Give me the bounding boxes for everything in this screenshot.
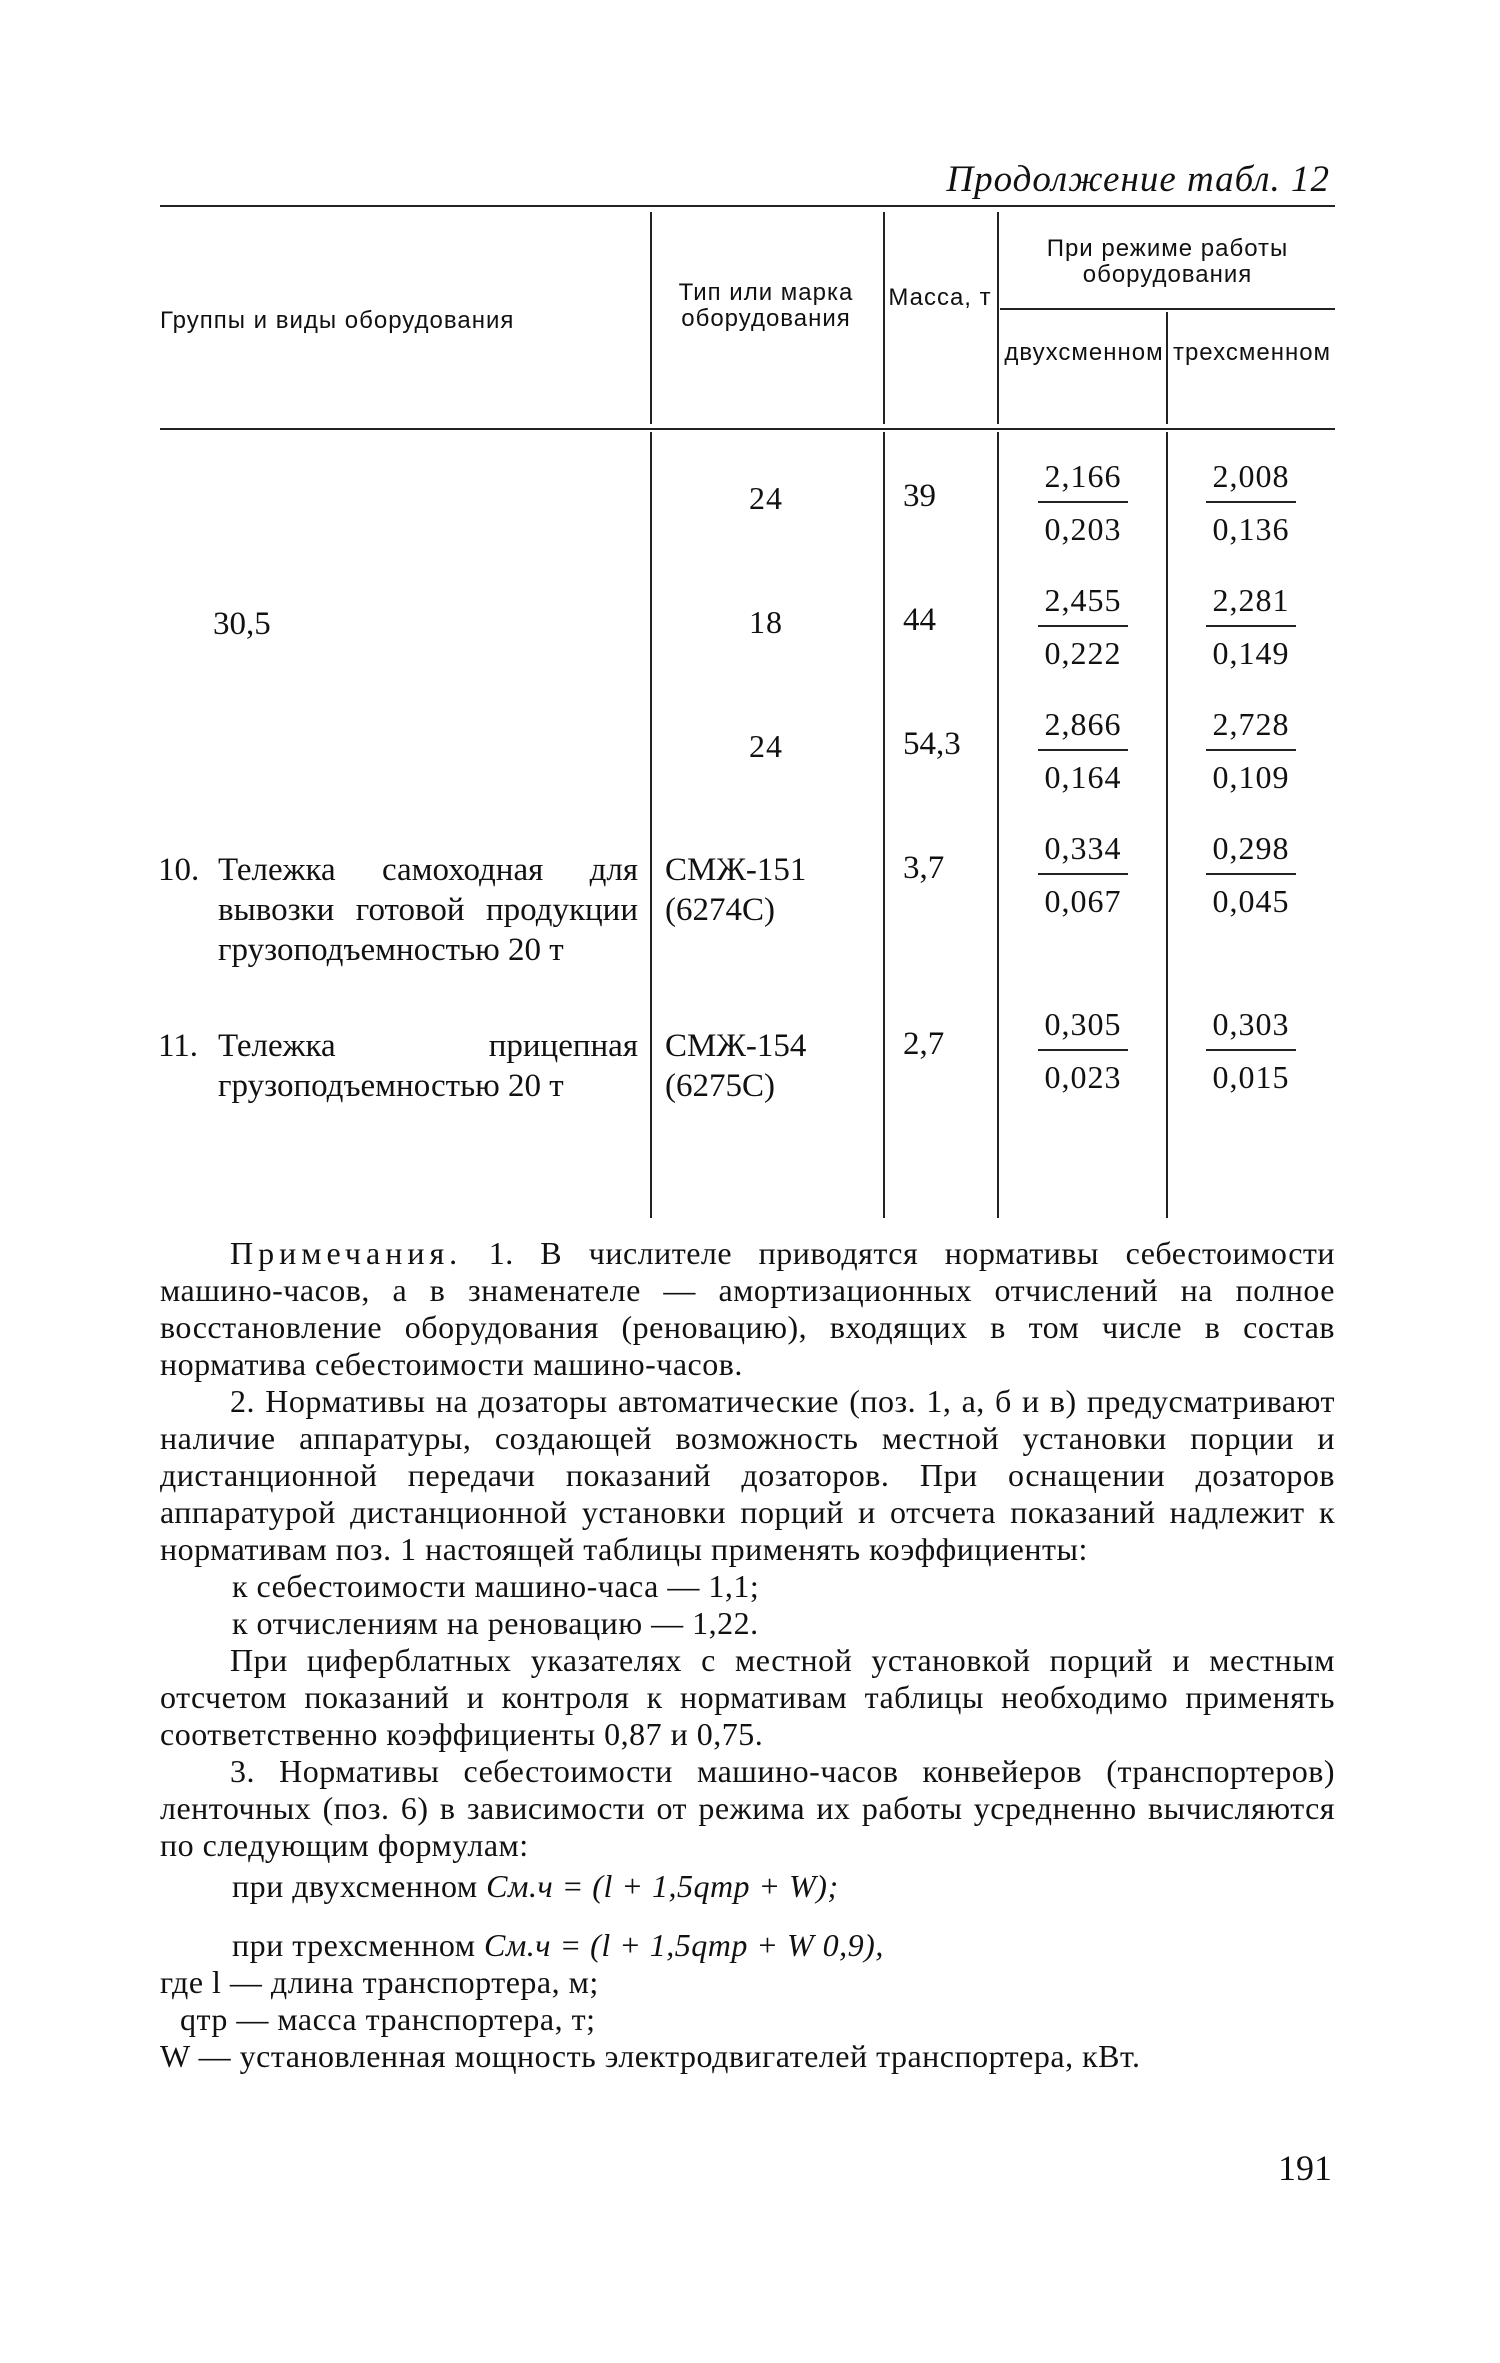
- row3-two-top: 2,866: [1044, 706, 1122, 742]
- row1-two-bot: 0,203: [1044, 511, 1122, 547]
- row5-name: [160, 1026, 638, 1106]
- row4-type-line1: СМЖ-151: [665, 852, 807, 888]
- coef-2: к отчислениям на реновацию — 1,22.: [232, 1605, 759, 1641]
- row2-two-shift: [1002, 582, 1164, 672]
- col-divider-1-body: [650, 432, 652, 1218]
- row1-three-shift: [1170, 458, 1332, 548]
- formula-1-label: при двухсменном: [232, 1868, 478, 1904]
- row1-three-bot: 0,136: [1212, 511, 1290, 547]
- row5-two-top: 0,305: [1044, 1006, 1122, 1042]
- row2-two-top: 2,455: [1044, 582, 1122, 618]
- def-3: W — установленная мощность электродвигателей транспортера, кВт.: [160, 2038, 1141, 2074]
- col-divider-4: [1166, 312, 1168, 424]
- header-regime: При режиме работы оборудования: [1046, 235, 1289, 288]
- row5-three-bot: 0,015: [1212, 1059, 1290, 1095]
- row4-name-text: Тележка самоходная для вывозки готовой продукции грузоподъемностью 20 т: [218, 852, 638, 968]
- row5-two-bot: 0,023: [1044, 1059, 1122, 1095]
- note-1-text: 1. В числителе приводятся нормативы себестоимости машино-часов, а в знаменателе — амортизационных отчислений на полное восстановление оборудования (реновацию), входящих в том числе в состав норматива себестоимости машино-часов.: [160, 1235, 1336, 1382]
- row3-three-top: 2,728: [1212, 706, 1290, 742]
- row4-index: 10.: [158, 852, 200, 888]
- regime-subrule: [1000, 308, 1335, 310]
- formula-1: [160, 1868, 1335, 1905]
- formula-2-expr: Cм.ч = (l + 1,5qтр + W 0,9),: [484, 1927, 884, 1963]
- row3-three-shift: [1170, 706, 1332, 796]
- row2-three-top: 2,281: [1212, 582, 1290, 618]
- row3-two-shift: [1002, 706, 1164, 796]
- col-divider-3: [997, 212, 999, 424]
- row4-type-line2: (6274С): [665, 892, 775, 928]
- row4-three-top: 0,298: [1212, 830, 1290, 866]
- col-divider-3-body: [997, 432, 999, 1218]
- header-mass: Масса, т: [888, 284, 992, 311]
- col-divider-2-body: [883, 432, 885, 1218]
- row2-type: 18: [749, 604, 783, 640]
- row4-two-shift: [1002, 830, 1164, 920]
- def-1: где l — длина транспортера, м;: [160, 1964, 599, 2000]
- row2-mass: 44: [903, 602, 936, 638]
- row2-group: 30,5: [213, 606, 271, 642]
- row1-two-top: 2,166: [1044, 458, 1122, 494]
- header-bottom-rule: [160, 428, 1335, 430]
- row1-type: 24: [749, 480, 783, 516]
- note-3: 3. Нормативы себестоимости машино-часов конвейеров (транспортеров) ленточных (поз. 6) в зависимости от режима их работы усредненно вычисляются по следующим формулам:: [160, 1753, 1335, 1863]
- row5-type-line1: СМЖ-154: [665, 1028, 807, 1064]
- row4-name: [160, 850, 638, 970]
- row1-mass: 39: [903, 478, 936, 514]
- header-group: Группы и виды оборудования: [160, 307, 515, 334]
- row1-two-shift: [1002, 458, 1164, 548]
- note-1: [160, 1235, 1335, 1383]
- coef-1: к себестоимости машино-часа — 1,1;: [232, 1568, 760, 1604]
- note-2: 2. Нормативы на дозаторы автоматические (поз. 1, а, б и в) предусматривают наличие аппаратуры, создающей возможность местной установки порции и дистанционной передачи показаний дозаторов. При оснащении дозаторов аппаратурой дистанционной установки порций и отсчета показаний надлежит к нормативам поз. 1 настоящей таблицы применять коэффициенты:: [160, 1383, 1335, 1567]
- notes-title: Примечания.: [230, 1235, 463, 1271]
- header-three-shift: трехсменном: [1172, 339, 1332, 366]
- col-divider-2: [883, 212, 885, 424]
- def-2: qтр — масса транспортера, т;: [180, 2001, 596, 2037]
- row5-type: [665, 1026, 806, 1106]
- notes-block: [160, 1235, 1335, 2075]
- row5-type-line2: (6275С): [665, 1068, 775, 1104]
- row1-three-top: 2,008: [1212, 458, 1290, 494]
- row4-type: [665, 850, 806, 930]
- header-type: Тип или марка оборудования: [678, 279, 854, 332]
- row2-two-bot: 0,222: [1044, 635, 1122, 671]
- formula-1-expr: Cм.ч = (l + 1,5qтр + W);: [486, 1868, 839, 1904]
- col-divider-4-body: [1166, 432, 1168, 1218]
- row4-mass: 3,7: [903, 850, 945, 886]
- row5-index: 11.: [158, 1028, 199, 1064]
- header-two-shift: двухсменном: [1004, 339, 1164, 366]
- row3-mass: 54,3: [903, 726, 961, 762]
- row3-two-bot: 0,164: [1044, 759, 1122, 795]
- table-caption: Продолжение табл. 12: [946, 159, 1330, 200]
- col-divider-1: [650, 212, 652, 424]
- row5-three-top: 0,303: [1212, 1006, 1290, 1042]
- row4-two-top: 0,334: [1044, 830, 1122, 866]
- formula-2: [160, 1927, 1335, 1964]
- row4-three-shift: [1170, 830, 1332, 920]
- page-number: 191: [1278, 2148, 1332, 2188]
- row5-mass: 2,7: [903, 1026, 945, 1062]
- row2-three-shift: [1170, 582, 1332, 672]
- row2-three-bot: 0,149: [1212, 635, 1290, 671]
- row3-type: 24: [749, 728, 783, 764]
- row5-three-shift: [1170, 1006, 1332, 1096]
- row4-two-bot: 0,067: [1044, 883, 1122, 919]
- row5-name-text: Тележка прицепная грузоподъемностью 20 т: [218, 1028, 638, 1104]
- formula-2-label: при трехсменном: [232, 1927, 476, 1963]
- row3-three-bot: 0,109: [1212, 759, 1290, 795]
- row4-three-bot: 0,045: [1212, 883, 1290, 919]
- note-2b: При циферблатных указателях с местной установкой порций и местным отсчетом показаний и контроля к нормативам таблицы необходимо применять соответственно коэффициенты 0,87 и 0,75.: [160, 1642, 1335, 1752]
- row5-two-shift: [1002, 1006, 1164, 1096]
- table-top-rule: [160, 205, 1335, 207]
